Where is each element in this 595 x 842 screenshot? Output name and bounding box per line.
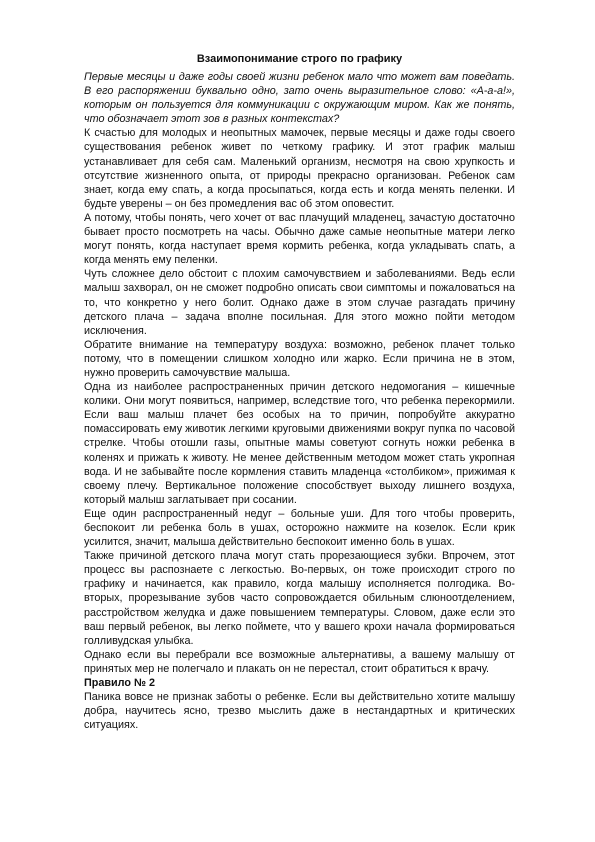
rule-heading: Правило № 2 xyxy=(84,677,155,690)
body-paragraph-colic: Одна из наиболее распространенных причин детского недомогания – кишечные колики. Они могут появиться, например, вследствие того, что ребенка перекормили. Если ваш малыш плачет без особых на то причин, попробуйте аккуратно помассировать ему животик легкими круговыми движениями вокруг пупка по часовой стрелке. Чтобы отошли газы, опытные мамы советуют согнуть ножки ребенка в коленях и прижать к животу. Не менее действенным методом может стать укропная вода. И не забывайте после кормления ставить младенца «столбиком», прижимая к своему плечу. Вертикальное положение способствует выходу лишнего воздуха, который малыш заглатывает при сосании. xyxy=(84,381,515,506)
body-paragraph-temperature: Обратите внимание на температуру воздуха: возможно, ребенок плачет только потому, что в помещении слишком холодно или жарко. Если причина не в этом, нужно проверить самочувствие малыша. xyxy=(84,338,515,379)
intro-paragraph: Первые месяцы и даже годы своей жизни ребенок мало что может вам поведать. В его распоряжении буквально одно, зато очень выразительное слово: «А-а-а!», которым он пользуется для коммуникации с окружающим миром. Как же понять, что обозначает этот зов в разных контекстах? xyxy=(84,71,515,126)
body-paragraph-ears: Еще один распространенный недуг – больные уши. Для того чтобы проверить, беспокоит ли ребенка боль в ушах, осторожно нажмите на козелок. Если крик усилится, значит, малыша действительно беспокоит именно боль в ушах. xyxy=(84,507,515,549)
body-paragraph-clock: А потому, чтобы понять, чего хочет от вас плачущий младенец, зачастую достаточно бывает просто посмотреть на часы. Обычно даже самые неопытные матери легко могут понять, когда наступает время кормить ребенка, когда укладывать спать, а когда менять ему пеленки. xyxy=(84,211,515,267)
rule-paragraph: Паника вовсе не признак заботы о ребенке. Если вы действительно хотите малышу добра, научитесь ясно, трезво мыслить даже в нестандартных и критических ситуациях. xyxy=(84,691,515,732)
document-title: Взаимопонимание строго по графику xyxy=(196,53,403,65)
body-paragraph-doctor: Однако если вы перебрали все возможные альтернативы, а вашему малышу от принятых мер не полегчало и плакать он не перестал, стоит обратиться к врачу. xyxy=(84,648,515,675)
body-paragraph-illness: Чуть сложнее дело обстоит с плохим самочувствием и заболеваниями. Ведь если малыш захворал, он не сможет подробно описать свои симптомы и пожаловаться на то, что конкретно у него болит. Однако даже в этом случае разгадать причину детского плача – задача вполне посильная. Для этого можно пойти методом исключения. xyxy=(84,268,515,337)
body-paragraph-schedule: К счастью для молодых и неопытных мамочек, первые месяцы и даже годы своего существования ребенок живет по четкому графику. И этот график малыш устанавливает для себя сам. Маленький организм, несмотря на свою хрупкость и отсутствие жизненного опыта, от природы прекрасно организован. Ребенок сам знает, когда ему спать, а когда просыпаться, когда есть и когда менять пеленки. И будьте уверены – он без промедления вас об этом оповестит. xyxy=(84,127,515,210)
body-paragraph-teeth: Также причиной детского плача могут стать прорезающиеся зубки. Впрочем, этот процесс вы распознаете с легкостью. Во-первых, он тоже происходит строго по графику и начинается, как правило, когда малышу исполняется полгодика. Во-вторых, прорезывание зубов часто сопровождается обильным слюноотделением, расстройством желудка и даже повышением температуры. Словом, даже если это ваш первый ребенок, вы легко поймете, что у вашего крохи начала формироваться голливудская улыбка. xyxy=(84,550,515,647)
